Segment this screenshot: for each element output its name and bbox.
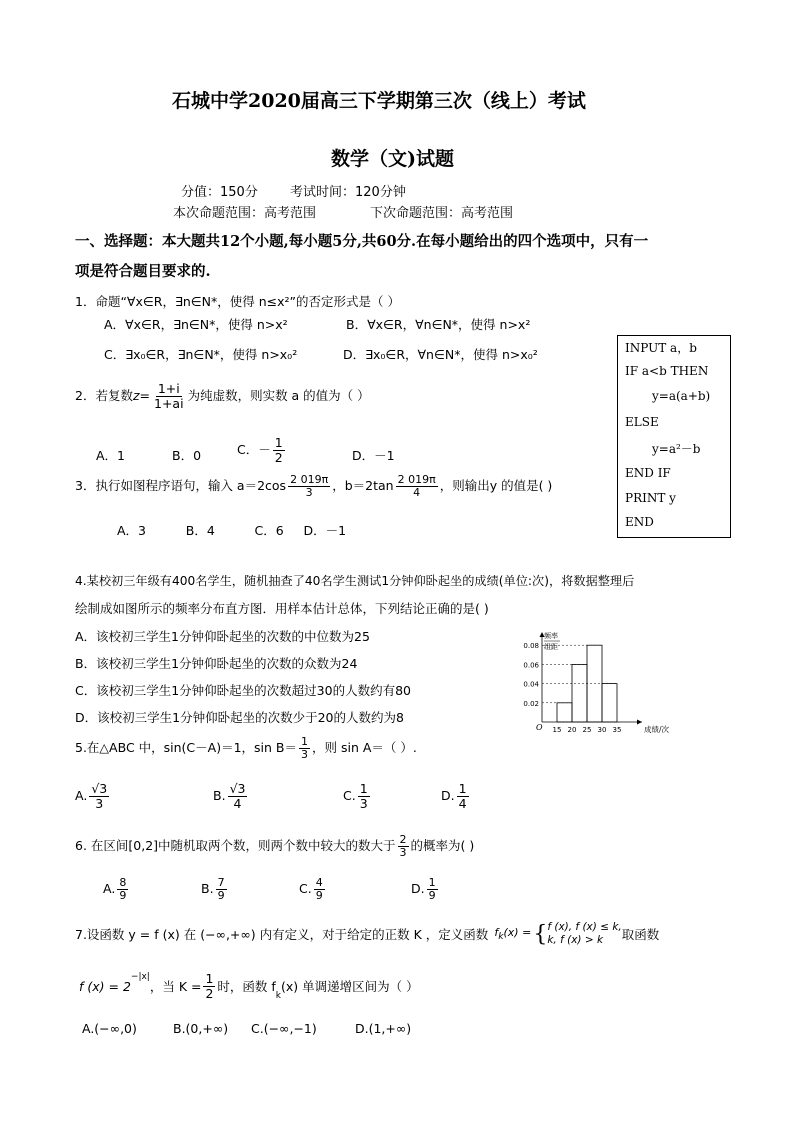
q6-option-c <box>299 877 327 902</box>
q4-stem-line1: 4.某校初三年级有400名学生，随机抽查了40名学生测试1分钟仰卧起坐的成绩(单位:次)，将数据整理后 <box>75 574 635 588</box>
q7-stem-pre: 7.设函数 y = f (x) 在 (−∞,+∞) 内有定义，对于给定的正数 K ，定义函数 <box>75 927 489 943</box>
exam-title: 石城中学2020届高三下学期第三次（线上）考试 <box>172 90 586 112</box>
x-axis-label: 成绩/次 <box>644 725 670 734</box>
section-heading: 一、选择题：本大题共12个小题,每小题5分,共60分.在每小题给出的四个选项中，只有一 <box>75 233 649 250</box>
q7-fk-f: f <box>494 926 499 940</box>
q5-f-num: 1 <box>301 735 308 748</box>
q2-c-den: 2 <box>274 449 283 465</box>
q6-d-num: 1 <box>428 876 436 889</box>
q7-option-d: D.(1,+∞) <box>355 1021 412 1036</box>
q7-option-b: B.(0,+∞) <box>173 1021 229 1036</box>
q6-a-den: 9 <box>119 889 127 903</box>
exam-subtitle: 数学（文)试题 <box>331 148 454 170</box>
q6-stem <box>75 834 474 859</box>
score-info: 分值：150分 <box>181 185 258 200</box>
q6-f-num: 2 <box>399 833 407 846</box>
program-line-4: ELSE <box>625 415 659 429</box>
q7-k-den: 2 <box>205 985 214 1001</box>
q5-a-num: √3 <box>91 781 108 796</box>
q4-option-b: B．该校初三学生1分钟仰卧起坐的次数的众数为24 <box>75 656 358 671</box>
q6-d-den: 9 <box>428 889 436 903</box>
q6-a-num: 8 <box>119 876 127 889</box>
q7-line2 <box>79 972 419 1001</box>
q5-d-num: 1 <box>458 781 467 796</box>
q1-stem: 1．命题“∀x∈R，∃n∈N*，使得 n≤x²”的否定形式是（ ） <box>75 294 400 309</box>
q5-b-pre: B. <box>213 787 226 803</box>
scope-next: 下次命题范围：高考范围 <box>370 206 514 221</box>
q7-k-num: 1 <box>205 971 214 986</box>
q3-stem-post: ，则输出y 的值是( ) <box>439 478 553 494</box>
x-axis-arrow <box>637 720 642 725</box>
q6-frac <box>398 834 409 859</box>
q5-frac <box>299 736 310 761</box>
q6-a-frac <box>117 877 128 902</box>
q2-option-c <box>237 436 287 465</box>
x-tick-label: 35 <box>612 726 622 734</box>
q7-cases <box>547 921 621 947</box>
frequency-histogram <box>510 628 670 740</box>
program-line-2: IF a<b THEN <box>625 364 709 378</box>
q6-b-pre: B. <box>201 881 214 897</box>
q5-b-num: √3 <box>229 781 246 796</box>
q5-d-pre: D. <box>441 787 455 803</box>
q2-den: 1+ai <box>154 395 184 411</box>
q6-option-b <box>201 877 229 902</box>
q1-option-d: D．∃x₀∈R，∀n∈N*，使得 n>x₀² <box>343 347 538 362</box>
q6-stem-pre: 6. 在区间[0,2]中随机取两个数，则两个数中较大的数大于 <box>75 838 396 854</box>
q7-line2-end: (x) 单调递增区间为（ ） <box>281 979 419 995</box>
time-info: 考试时间：120分钟 <box>290 185 406 200</box>
q2-option-a: A．1 <box>96 448 126 463</box>
x-tick-label: 25 <box>582 726 592 734</box>
histogram-bar <box>572 664 587 722</box>
q3-frac2 <box>396 474 438 499</box>
program-line-8: END <box>625 515 654 529</box>
x-tick-label: 20 <box>567 726 577 734</box>
q6-option-d <box>411 877 440 902</box>
y-tick-label: 0.02 <box>523 699 539 708</box>
q2-stem <box>75 382 370 411</box>
q4-option-c: C．该校初三学生1分钟仰卧起坐的次数超过30的人数约有80 <box>75 683 411 698</box>
q5-c-num: 1 <box>359 781 368 796</box>
q7-case2: k, f (x) > k <box>547 934 604 947</box>
q7-case1: f (x), f (x) ≤ k, <box>547 921 622 933</box>
q5-a-pre: A. <box>75 787 88 803</box>
q2-num: 1+i <box>157 381 180 396</box>
q7-line2-post: 时，函数 f <box>217 979 276 995</box>
q2-c-pre: C．－ <box>237 441 271 457</box>
y-tick-label: 0.04 <box>523 680 539 689</box>
x-tick-label: 15 <box>552 726 562 734</box>
q5-option-d <box>441 782 471 811</box>
q5-c-pre: C. <box>343 787 356 803</box>
q6-c-den: 9 <box>315 889 323 903</box>
q5-stem <box>75 736 417 761</box>
q1-option-c: C．∃x₀∈R，∃n∈N*，使得 n>x₀² <box>104 347 298 362</box>
q6-b-den: 9 <box>217 889 225 903</box>
q7-k-frac <box>203 972 215 1001</box>
q5-b-frac <box>228 782 248 811</box>
q3-stem-pre: 3．执行如图程序语句，输入 a＝2cos <box>75 478 287 494</box>
q3-f2-num: 2 019π <box>397 473 436 486</box>
q4-option-d: D．该校初三学生1分钟仰卧起坐的次数少于20的人数约为8 <box>75 710 404 725</box>
q7-line2-sub: k <box>275 990 282 1001</box>
q2-z: z <box>132 387 140 403</box>
q5-c-frac <box>358 782 370 811</box>
q5-c-den: 3 <box>359 795 368 811</box>
q7-fk <box>494 926 531 942</box>
q5-stem-pre: 5.在△ABC 中，sin(C－A)＝1，sin B＝ <box>75 740 297 756</box>
program-line-7: PRINT y <box>625 491 676 505</box>
q2-option-b: B．0 <box>172 448 202 463</box>
origin-label: O <box>536 723 543 732</box>
section-heading-cont: 项是符合题目要求的. <box>75 263 211 280</box>
q2-stem-post: 为纯虚数，则实数 a 的值为（ ） <box>187 387 370 403</box>
q5-option-a <box>75 782 111 811</box>
q6-option-a <box>103 877 130 902</box>
q3-f1-num: 2 019π <box>290 473 329 486</box>
q5-d-den: 4 <box>458 795 467 811</box>
q6-a-pre: A. <box>103 881 116 897</box>
q6-b-frac <box>216 877 227 902</box>
histogram-bar <box>557 703 572 722</box>
q5-option-b <box>213 782 249 811</box>
q5-f-den: 3 <box>301 748 308 762</box>
q3-f2-den: 4 <box>413 486 421 500</box>
q6-c-frac <box>314 877 325 902</box>
q3-f1-den: 3 <box>305 486 313 500</box>
q1-option-b: B．∀x∈R，∀n∈N*，使得 n>x² <box>346 317 531 332</box>
q2-c-frac <box>273 436 285 465</box>
q2-fraction <box>152 382 186 411</box>
y-tick-label: 0.06 <box>523 661 539 670</box>
q4-option-a: A．该校初三学生1分钟仰卧起坐的次数的中位数为25 <box>75 629 370 644</box>
q7-stem-post: 取函数 <box>621 927 660 943</box>
program-line-3: y=a(a+b) <box>652 389 711 403</box>
program-line-1: INPUT a，b <box>625 341 697 355</box>
q7-option-c: C.(−∞,−1) <box>251 1021 317 1036</box>
q5-a-frac <box>89 782 109 811</box>
q3-stem <box>75 474 552 499</box>
q7-option-a: A.(−∞,0) <box>82 1021 137 1036</box>
y-axis-label-top: 频率 <box>544 632 558 640</box>
q2-c-num: 1 <box>274 435 283 450</box>
program-line-5: y=a²－b <box>652 442 701 456</box>
q2-option-d: D．－1 <box>352 448 395 463</box>
q7-fx: f (x) = 2 <box>79 978 131 994</box>
scope-current: 本次命题范围：高考范围 <box>173 206 317 221</box>
program-line-6: END IF <box>625 466 671 480</box>
q5-a-den: 3 <box>95 795 104 811</box>
y-axis-label-bottom: 组距 <box>544 643 558 651</box>
q6-b-num: 7 <box>217 876 225 889</box>
q2-stem-pre: 2．若复数 <box>75 387 133 403</box>
y-tick-label: 0.08 <box>523 642 539 651</box>
q7-fk-arg: (x) = <box>503 926 532 940</box>
q3-mid: ，b＝2tan <box>332 478 394 494</box>
q4-stem-line2: 绘制成如图所示的频率分布直方图．用样本估计总体，下列结论正确的是( ) <box>75 601 489 616</box>
q2-eq: = <box>139 387 150 403</box>
x-tick-label: 30 <box>597 726 607 734</box>
q3-options: A．3 B．4 C．6 D．－1 <box>117 523 347 538</box>
q7-brace: { <box>533 921 548 947</box>
q5-d-frac <box>457 782 469 811</box>
q5-option-c <box>343 782 372 811</box>
q5-b-den: 4 <box>233 795 242 811</box>
q6-c-num: 4 <box>315 876 323 889</box>
q6-c-pre: C. <box>299 881 312 897</box>
q3-frac1 <box>288 474 330 499</box>
q7-stem <box>75 921 659 947</box>
q6-d-pre: D. <box>411 881 425 897</box>
histogram-bar <box>602 684 617 722</box>
q6-f-den: 3 <box>399 846 407 860</box>
q7-line2-mid: ，当 K = <box>149 979 202 995</box>
q7-exp: −|x| <box>130 972 150 982</box>
q7-fk-sub: k <box>498 931 504 943</box>
q6-stem-post: 的概率为( ) <box>410 838 475 854</box>
program-box <box>617 335 731 538</box>
q1-option-a: A．∀x∈R，∃n∈N*，使得 n>x² <box>104 317 288 332</box>
q5-stem-post: ，则 sin A＝（ ）. <box>312 740 417 756</box>
q6-d-frac <box>427 877 438 902</box>
